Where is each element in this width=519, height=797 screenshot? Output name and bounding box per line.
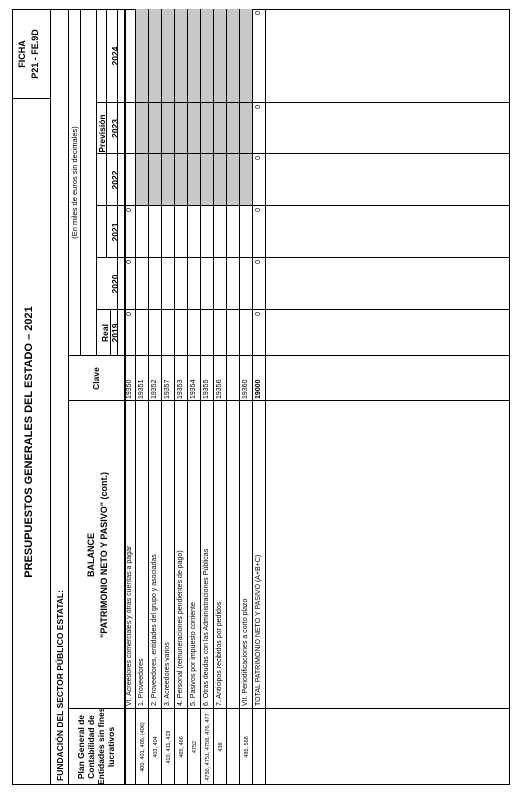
row-clave: 19356 [216,379,223,399]
row-code: 438 [218,742,224,752]
row-value: 0 [255,156,262,160]
ficha-code: P21 - FE.9D [30,29,40,79]
shaded-cells-2024 [135,9,252,102]
row-label: 1. Proveedores [138,658,145,706]
entity-name: FUNDACIÓN DEL SECTOR PÚBLICO ESTATAL: [55,590,65,781]
row-code: 465, 466 [179,736,185,758]
clave-header: Clave [91,367,101,390]
year-2021-header: 2021 [110,222,120,242]
row-label: VI. Acreedores comerciales y otras cuentas a pagar [126,545,133,706]
year-2019-header: 2019 [110,323,120,343]
row-code: 410, 411, 419 [166,730,172,764]
units-note: (En miles de euros sin decimales) [70,126,79,239]
shaded-cells-2023 [135,103,252,153]
row-clave: 19352 [151,379,158,399]
row-label: 3. Acreedores varios [164,642,171,706]
row-label: TOTAL PATRIMONIO NETO Y PASIVO (A+B+C) [255,554,262,706]
row-label: 5. Pasivos por impuesto corriente [190,602,197,706]
year-2020-header: 2020 [110,274,120,294]
row-label: 2. Proveedores, entidades del grupo y asociadas [151,554,158,706]
row-clave: 19355 [203,379,210,399]
row-value: 0 [255,208,262,212]
row-value: 0 [255,105,262,109]
row-value: 0 [126,260,133,264]
row-label: VII. Periodificaciones a corto plazo [242,598,249,706]
row-clave: 19357 [164,379,171,399]
ficha-label: FICHA [17,40,27,68]
row-clave: 19353 [177,379,184,399]
shaded-cells-2022 [135,154,252,205]
year-2024-header: 2024 [110,46,120,66]
row-label: 4. Personal (remuneraciones pendientes de pago) [177,550,184,706]
row-clave: 19000 [255,379,262,399]
row-value: 0 [255,312,262,316]
plan-general-header-2: Contabilidad de [86,715,96,779]
row-code: 485, 568 [244,736,250,758]
row-label: 6. Otras deudas con las Administraciones Públicas [203,548,210,706]
row-value: 0 [255,11,262,15]
year-2023-header: 2023 [110,119,120,138]
plan-general-header-4: lucrativos [106,726,116,768]
page-title: PRESUPUESTOS GENERALES DEL ESTADO – 2021 [23,306,35,578]
row-clave: 19360 [242,379,249,399]
balance-subheader: "PATRIMONIO NETO Y PASIVO" (cont.) [99,471,109,639]
row-value: 0 [126,312,133,316]
balance-header: BALANCE [86,533,96,577]
row-clave: 19351 [138,379,145,399]
prevision-header: Previsión [97,114,107,153]
row-code: 403, 404 [153,736,159,758]
real-header: Real [100,324,110,342]
row-clave: 19354 [190,379,197,399]
row-code: 400, 401, 405, (406) [140,722,146,772]
plan-general-header-1: Plan General de [76,714,86,780]
plan-general-header-3: Entidades sin fines [96,707,106,785]
row-value: 0 [255,260,262,264]
row-value: 0 [126,208,133,212]
row-code: 4752 [192,740,198,754]
row-code: 4750, 4751, 4758, 476, 477 [205,713,211,781]
year-2022-header: 2022 [110,170,120,190]
row-label: 7. Anticipos recibidos por pedidos [216,601,223,706]
row-clave: 19350 [126,379,133,399]
